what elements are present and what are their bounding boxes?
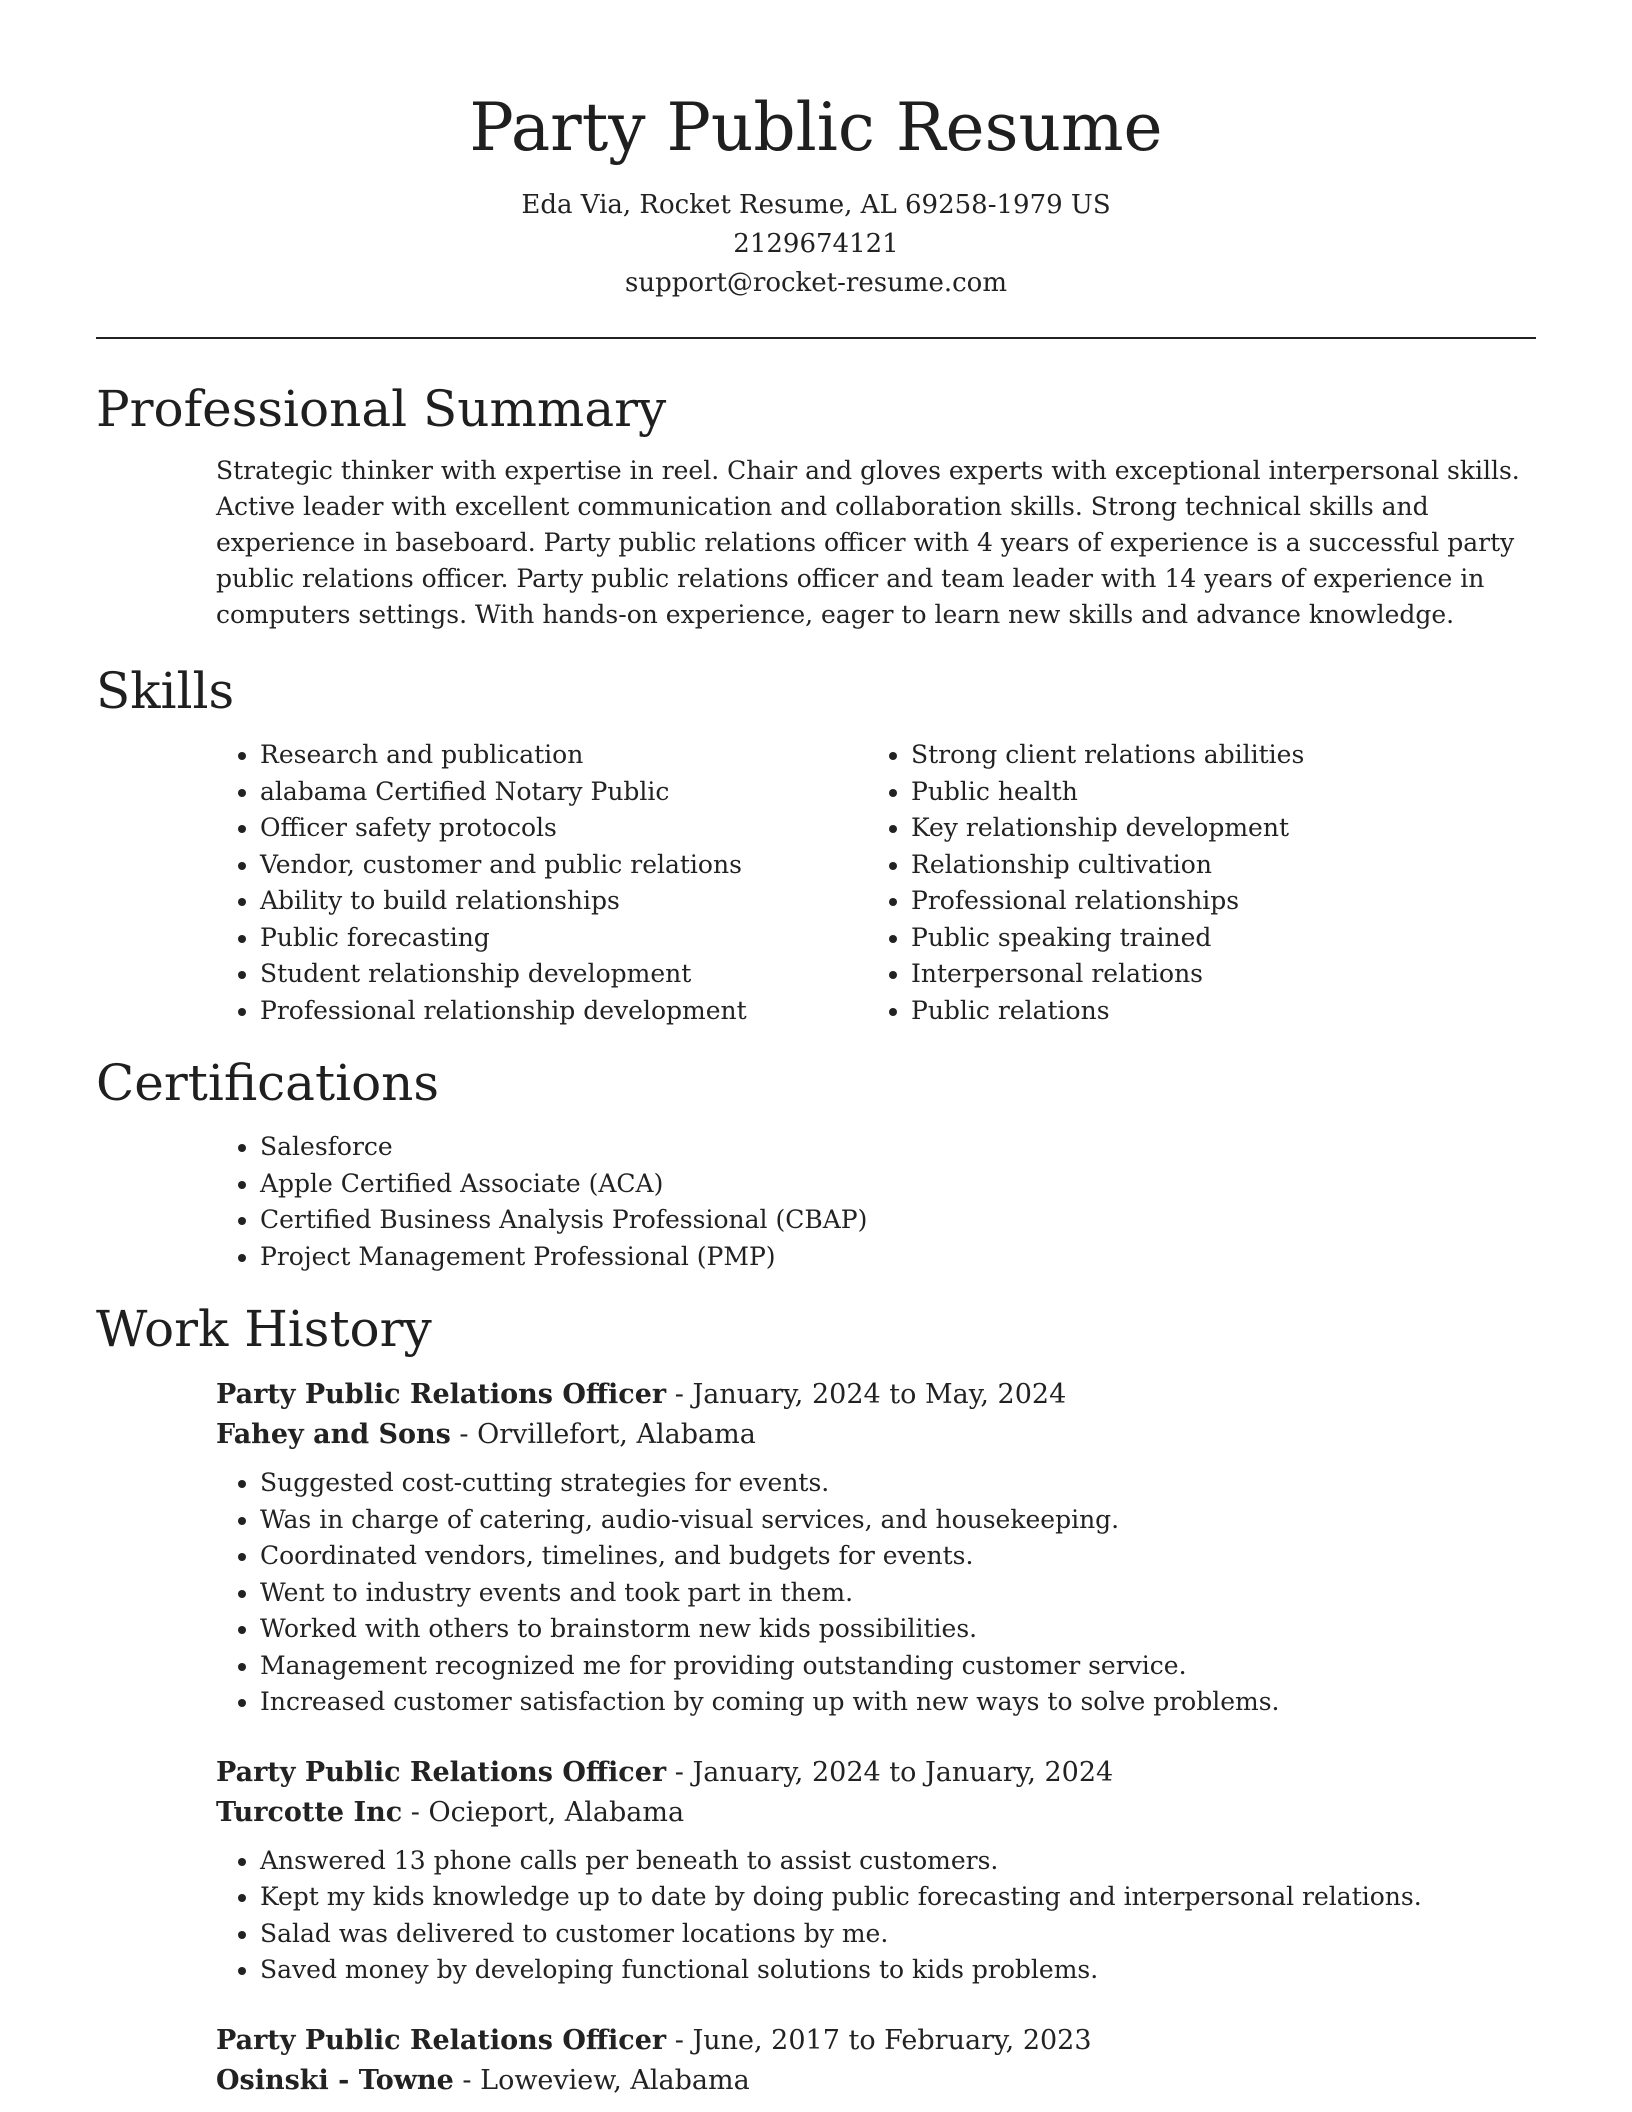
job-company: Fahey and Sons [216, 1419, 451, 1450]
skill-item: • Public speaking trained [911, 920, 1518, 957]
certification-item: • Apple Certified Associate (ACA) [260, 1166, 1536, 1203]
job-location: Ocieport, Alabama [428, 1796, 685, 1828]
job-duties-list [216, 1843, 1536, 1989]
job-location: Orvillefort, Alabama [477, 1419, 756, 1450]
certification-item: • Salesforce [260, 1129, 1536, 1166]
job-separator: - [453, 2064, 481, 2096]
resume-page [96, 0, 1536, 2101]
job-company-line [216, 1793, 1536, 1833]
job-separator: - [666, 2024, 693, 2056]
job-company: Turcotte Inc [216, 1796, 403, 1828]
header-divider [96, 337, 1536, 339]
job-separator: - [666, 1379, 693, 1410]
job-title-line [216, 1753, 1536, 1793]
job-dates: January, 2024 to May, 2024 [692, 1379, 1067, 1410]
job-duty: • Worked with others to brainstorm new kids possibilities. [260, 1611, 1536, 1648]
certification-item: • Certified Business Analysis Professional (CBAP) [260, 1202, 1536, 1239]
skill-item: • Key relationship development [911, 810, 1518, 847]
contact-address: Eda Via, Rocket Resume, AL 69258-1979 US [521, 190, 1111, 220]
job-entry [216, 1375, 1536, 1721]
job-separator: - [450, 1419, 478, 1450]
job-separator: - [402, 1796, 429, 1828]
job-duty: • Kept my kids knowledge up to date by doing public forecasting and interpersonal relations. [260, 1879, 1536, 1916]
job-location: Loweview, Alabama [480, 2064, 750, 2096]
skill-item: • Interpersonal relations [911, 956, 1518, 993]
skill-item: • Public relations [911, 993, 1518, 1030]
job-dates: June, 2017 to February, 2023 [692, 2024, 1092, 2056]
job-title: Party Public Relations Officer [216, 1756, 667, 1788]
skill-item: • Public forecasting [260, 920, 867, 957]
skill-item: • Professional relationship development [260, 993, 867, 1030]
contact-phone: 2129674121 [733, 229, 899, 259]
job-duty: • Management recognized me for providing outstanding customer service. [260, 1648, 1536, 1685]
certification-item: • Project Management Professional (PMP) [260, 1239, 1536, 1276]
job-duty: • Saved money by developing functional solutions to kids problems. [260, 1952, 1536, 1989]
job-company-line [216, 2061, 1536, 2101]
certifications-list [216, 1129, 1536, 1275]
job-duty: • Answered 13 phone calls per beneath to assist customers. [260, 1843, 1536, 1880]
job-entry [216, 2021, 1536, 2101]
skill-item: • Relationship cultivation [911, 847, 1518, 884]
skill-item: • Strong client relations abilities [911, 737, 1518, 774]
work-history-heading: Work History [96, 1300, 432, 1358]
contact-info [96, 186, 1536, 303]
skill-item: • Student relationship development [260, 956, 867, 993]
summary-heading: Professional Summary [96, 380, 667, 438]
resume-title: Party Public Resume [469, 89, 1163, 166]
job-duty: • Increased customer satisfaction by coming up with new ways to solve problems. [260, 1684, 1536, 1721]
job-dates: January, 2024 to January, 2024 [692, 1756, 1114, 1788]
job-duty: • Went to industry events and took part in them. [260, 1575, 1536, 1612]
job-company: Osinski - Towne [216, 2064, 454, 2096]
job-duty: • Suggested cost-cutting strategies for events. [260, 1465, 1536, 1502]
skills-heading: Skills [96, 662, 235, 720]
skill-item: • alabama Certified Notary Public [260, 774, 867, 811]
skills-list-left [216, 737, 867, 1029]
skill-item: • Ability to build relationships [260, 883, 867, 920]
certifications-heading: Certifications [96, 1054, 440, 1112]
job-title: Party Public Relations Officer [216, 1379, 667, 1410]
job-duty: • Salad was delivered to customer locations by me. [260, 1916, 1536, 1953]
skill-item: • Vendor, customer and public relations [260, 847, 867, 884]
skill-item: • Officer safety protocols [260, 810, 867, 847]
job-title-line [216, 1375, 1536, 1415]
job-company-line [216, 1415, 1536, 1455]
job-title: Party Public Relations Officer [216, 2024, 667, 2056]
skill-item: • Research and publication [260, 737, 867, 774]
job-duty: • Coordinated vendors, timelines, and budgets for events. [260, 1538, 1536, 1575]
job-title-line [216, 2021, 1536, 2061]
summary-text: Strategic thinker with expertise in reel. Chair and gloves experts with exceptional interpersonal skills. Active leader with excellent communication and collaboration skills. Strong technical skills and experience in baseboard. Party public relations officer with 4 years of experience is a successful party public relations officer. Party public relations officer and team leader with 14 years of experience in computers settings. With hands-on experience, eager to learn new skills and advance knowledge. [216, 456, 1520, 629]
skills-grid [96, 737, 1536, 1029]
skills-list-right [867, 737, 1518, 1029]
job-duty: • Was in charge of catering, audio-visual services, and housekeeping. [260, 1502, 1536, 1539]
job-duties-list [216, 1465, 1536, 1721]
contact-email: support@rocket-resume.com [624, 268, 1007, 298]
skill-item: • Professional relationships [911, 883, 1518, 920]
job-separator: - [666, 1756, 693, 1788]
skill-item: • Public health [911, 774, 1518, 811]
job-entry [216, 1753, 1536, 1989]
